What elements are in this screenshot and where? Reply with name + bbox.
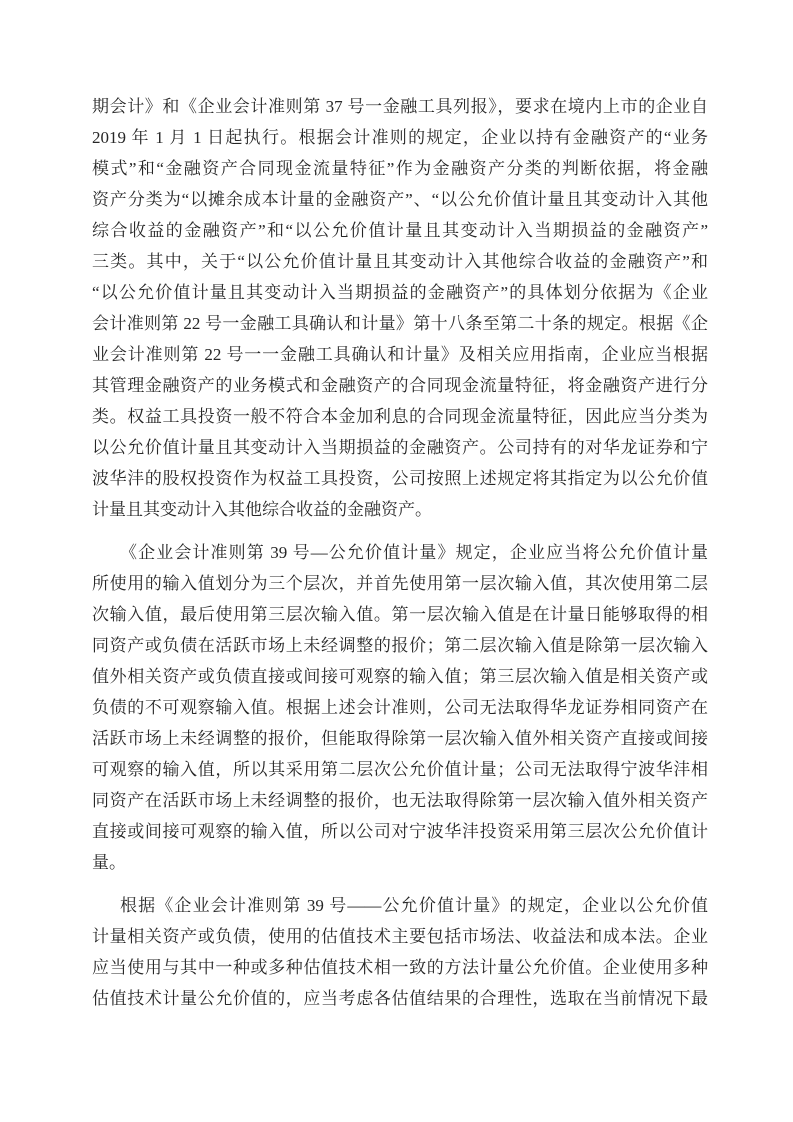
text-line: 会计准则第 22 号一金融工具确认和计量》第十八条至第二十条的规定。根据《企 — [92, 314, 708, 333]
text-line: 量。 — [92, 853, 126, 872]
text-line: 活跃市场上未经调整的报价，但能取得除第一层次输入值外相关资产直接或间接 — [92, 729, 708, 748]
text-line: 波华沣的股权投资作为权益工具投资，公司按照上述规定将其指定为以公允价值 — [92, 469, 708, 488]
text-line: 直接或间接可观察的输入值，所以公司对宁波华沣投资采用第三层次公允价值计 — [92, 822, 708, 841]
text-line: 可观察的输入值，所以其采用第二层次公允价值计量；公司无法取得宁波华沣相 — [92, 760, 708, 779]
text-line: 《企业会计准则第 39 号—公允价值计量》规定，企业应当将公允价值计量 — [120, 543, 708, 562]
text-line: 所使用的输入值划分为三个层次，并首先使用第一层次输入值，其次使用第二层 — [92, 574, 708, 593]
text-line: 计量相关资产或负债，使用的估值技术主要包括市场法、收益法和成本法。企业 — [92, 927, 708, 946]
text-line: 三类。其中，关于“以公允价值计量且其变动计入其他综合收益的金融资产”和 — [92, 252, 708, 271]
text-line: 模式”和“金融资产合同现金流量特征”作为金融资产分类的判断依据，将金融 — [92, 159, 708, 178]
text-line: 期会计》和《企业会计准则第 37 号一金融工具列报》，要求在境内上市的企业自 — [92, 97, 708, 116]
paragraph-financial-instrument-standards — [92, 91, 708, 525]
text-line: 综合收益的金融资产”和“以公允价值计量且其变动计入当期损益的金融资产” — [92, 221, 708, 240]
text-line: 计量且其变动计入其他综合收益的金融资产。 — [92, 500, 432, 519]
text-line: 负债的不可观察输入值。根据上述会计准则，公司无法取得华龙证券相同资产在 — [92, 698, 708, 717]
text-line: 2019 年 1 月 1 日起执行。根据会计准则的规定，企业以持有金融资产的“业务 — [92, 128, 708, 147]
text-line: “以公允价值计量且其变动计入当期损益的金融资产”的具体划分依据为《企业 — [92, 283, 708, 302]
text-line: 同资产在活跃市场上未经调整的报价，也无法取得除第一层次输入值外相关资产 — [92, 791, 708, 810]
text-line: 业会计准则第 22 号一一金融工具确认和计量》及相关应用指南，企业应当根据 — [92, 345, 708, 364]
paragraph-fair-value-levels — [92, 537, 708, 878]
text-line: 其管理金融资产的业务模式和金融资产的合同现金流量特征，将金融资产进行分 — [92, 376, 708, 395]
document-body — [92, 91, 708, 1014]
text-line: 同资产或负债在活跃市场上未经调整的报价；第二层次输入值是除第一层次输入 — [92, 636, 708, 655]
text-line: 应当使用与其中一种或多种估值技术相一致的方法计量公允价值。企业使用多种 — [92, 958, 708, 977]
text-line: 资产分类为“以摊余成本计量的金融资产”、“以公允价值计量且其变动计入其他 — [92, 190, 708, 209]
paragraph-valuation-techniques — [92, 890, 708, 1014]
text-line: 以公允价值计量且其变动计入当期损益的金融资产。公司持有的对华龙证券和宁 — [92, 438, 708, 457]
text-line: 类。权益工具投资一般不符合本金加利息的合同现金流量特征，因此应当分类为 — [92, 407, 708, 426]
text-line: 次输入值，最后使用第三层次输入值。第一层次输入值是在计量日能够取得的相 — [92, 605, 708, 624]
text-line: 值外相关资产或负债直接或间接可观察的输入值；第三层次输入值是相关资产或 — [92, 667, 708, 686]
text-line: 估值技术计量公允价值的，应当考虑各估值结果的合理性，选取在当前情况下最 — [92, 989, 708, 1008]
text-line: 根据《企业会计准则第 39 号——公允价值计量》的规定，企业以公允价值 — [120, 896, 708, 915]
